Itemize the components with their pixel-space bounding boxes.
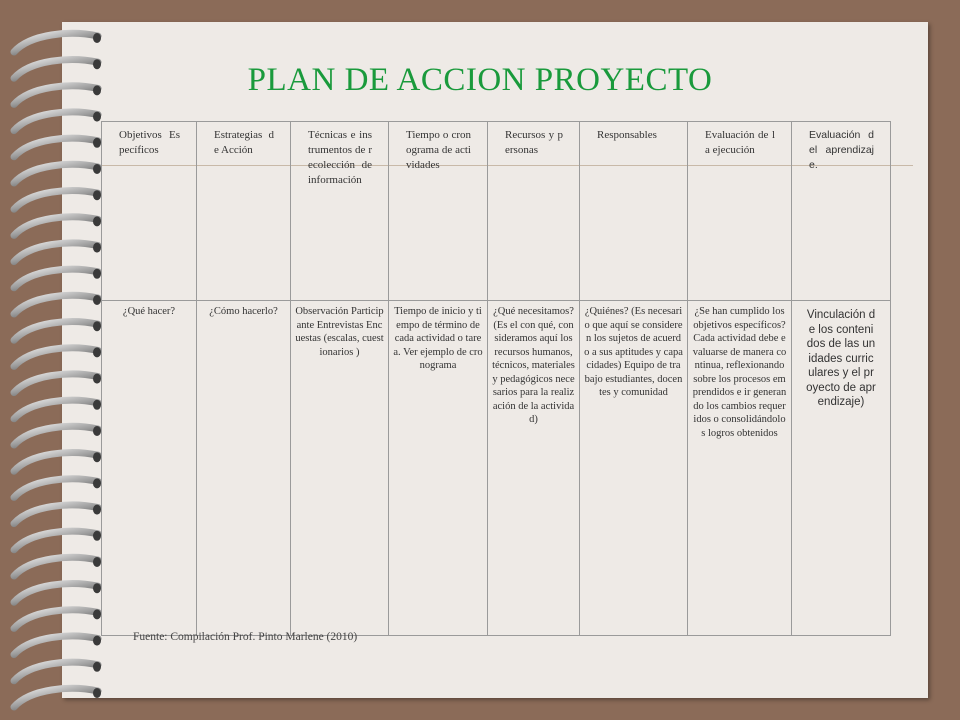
header-cell-evaluacion-aprendizaje: Evaluación del aprendizaje. [792, 122, 891, 301]
spiral-hole [93, 400, 101, 410]
body-cell-evaluacion-ejecucion: ¿Se han cumplido los objetivos específicos? Cada actividad debe evaluarse de manera continua, reflexionando sobre los procesos emprendidos e ir generando los cambios requeridos o consolidándolos logros obtenidos [688, 301, 792, 636]
page-title: PLAN DE ACCION PROYECTO [247, 62, 713, 98]
spiral-coil [14, 295, 98, 314]
spiral-coil [14, 322, 98, 341]
spiral-coil [14, 426, 98, 445]
spiral-hole [93, 688, 101, 698]
body-cell-tiempo: Tiempo de inicio y tiempo de término de cada actividad o tarea. Ver ejemplo de cronograma [389, 301, 488, 636]
spiral-hole [93, 243, 101, 253]
spiral-hole [93, 216, 101, 226]
header-cell-responsables: Responsables [580, 122, 688, 301]
spiral-coil [14, 400, 98, 419]
body-cell-estrategias: ¿Cómo hacerlo? [197, 301, 291, 636]
spiral-hole [93, 269, 101, 279]
table-header-row [102, 122, 891, 301]
spiral-hole [93, 33, 101, 43]
spiral-hole [93, 295, 101, 305]
spiral-coil [14, 191, 98, 210]
spiral-hole [93, 478, 101, 488]
spiral-hole [93, 374, 101, 384]
header-cell-tiempo: Tiempo o cronograma de actividades [389, 122, 488, 301]
table-body-row [102, 301, 891, 636]
spiral-coil [14, 348, 98, 367]
spiral-hole [93, 531, 101, 541]
header-cell-recursos: Recursos y personas [488, 122, 580, 301]
spiral-coil [14, 243, 98, 262]
spiral-coil [14, 531, 98, 550]
spiral-coil [14, 33, 98, 52]
spiral-hole [93, 112, 101, 122]
body-cell-recursos: ¿Qué necesitamos? (Es el con qué, consideramos aquí los recursos humanos, técnicos, materiales y pedagógicos necesarios para la realización de la actividad) [488, 301, 580, 636]
spiral-hole [93, 583, 101, 593]
header-cell-evaluacion-ejecucion: Evaluación de la ejecución [688, 122, 792, 301]
spiral-coil [14, 636, 98, 655]
header-cell-objetivos: Objetivos Específicos [102, 122, 197, 301]
spiral-coil [14, 164, 98, 183]
header-cell-estrategias: Estrategias de Acción [197, 122, 291, 301]
body-cell-tecnicas: Observación Participante Entrevistas Encuestas (escalas, cuestionarios ) [291, 301, 389, 636]
spiral-hole [93, 636, 101, 646]
spiral-hole [93, 164, 101, 174]
spiral-coil [14, 584, 98, 603]
body-cell-objetivos: ¿Qué hacer? [102, 301, 197, 636]
spiral-hole [93, 609, 101, 619]
spiral-coil [14, 662, 98, 681]
spiral-coil [14, 479, 98, 498]
spiral-hole [93, 347, 101, 357]
spiral-coil [14, 374, 98, 393]
spiral-hole [93, 426, 101, 436]
spiral-hole [93, 452, 101, 462]
spiral-hole [93, 662, 101, 672]
plan-table [101, 121, 891, 636]
spiral-coil [14, 217, 98, 236]
spiral-hole [93, 321, 101, 331]
spiral-coil [14, 269, 98, 288]
spiral-coil [14, 688, 98, 707]
spiral-hole [93, 138, 101, 148]
spiral-hole [93, 557, 101, 567]
spiral-coil [14, 505, 98, 524]
body-cell-responsables: ¿Quiénes? (Es necesario que aquí se consideren los sujetos de acuerdo a sus aptitudes y capacidades) Equipo de trabajo estudiantes, docentes y comunidad [580, 301, 688, 636]
spiral-coil [14, 112, 98, 131]
body-cell-evaluacion-aprendizaje: Vinculación de los contenidos de las unidades curriculares y el proyecto de aprendizaje) [792, 301, 891, 636]
spiral-coil [14, 557, 98, 576]
spiral-coil [14, 453, 98, 472]
spiral-hole [93, 505, 101, 515]
spiral-coil [14, 138, 98, 157]
spiral-hole [93, 190, 101, 200]
spiral-coil [14, 610, 98, 629]
header-cell-tecnicas: Técnicas e instrumentos de recolección de información [291, 122, 389, 301]
source-footnote: Fuente: Compilación Prof. Pinto Marlene (2010) [133, 631, 358, 643]
